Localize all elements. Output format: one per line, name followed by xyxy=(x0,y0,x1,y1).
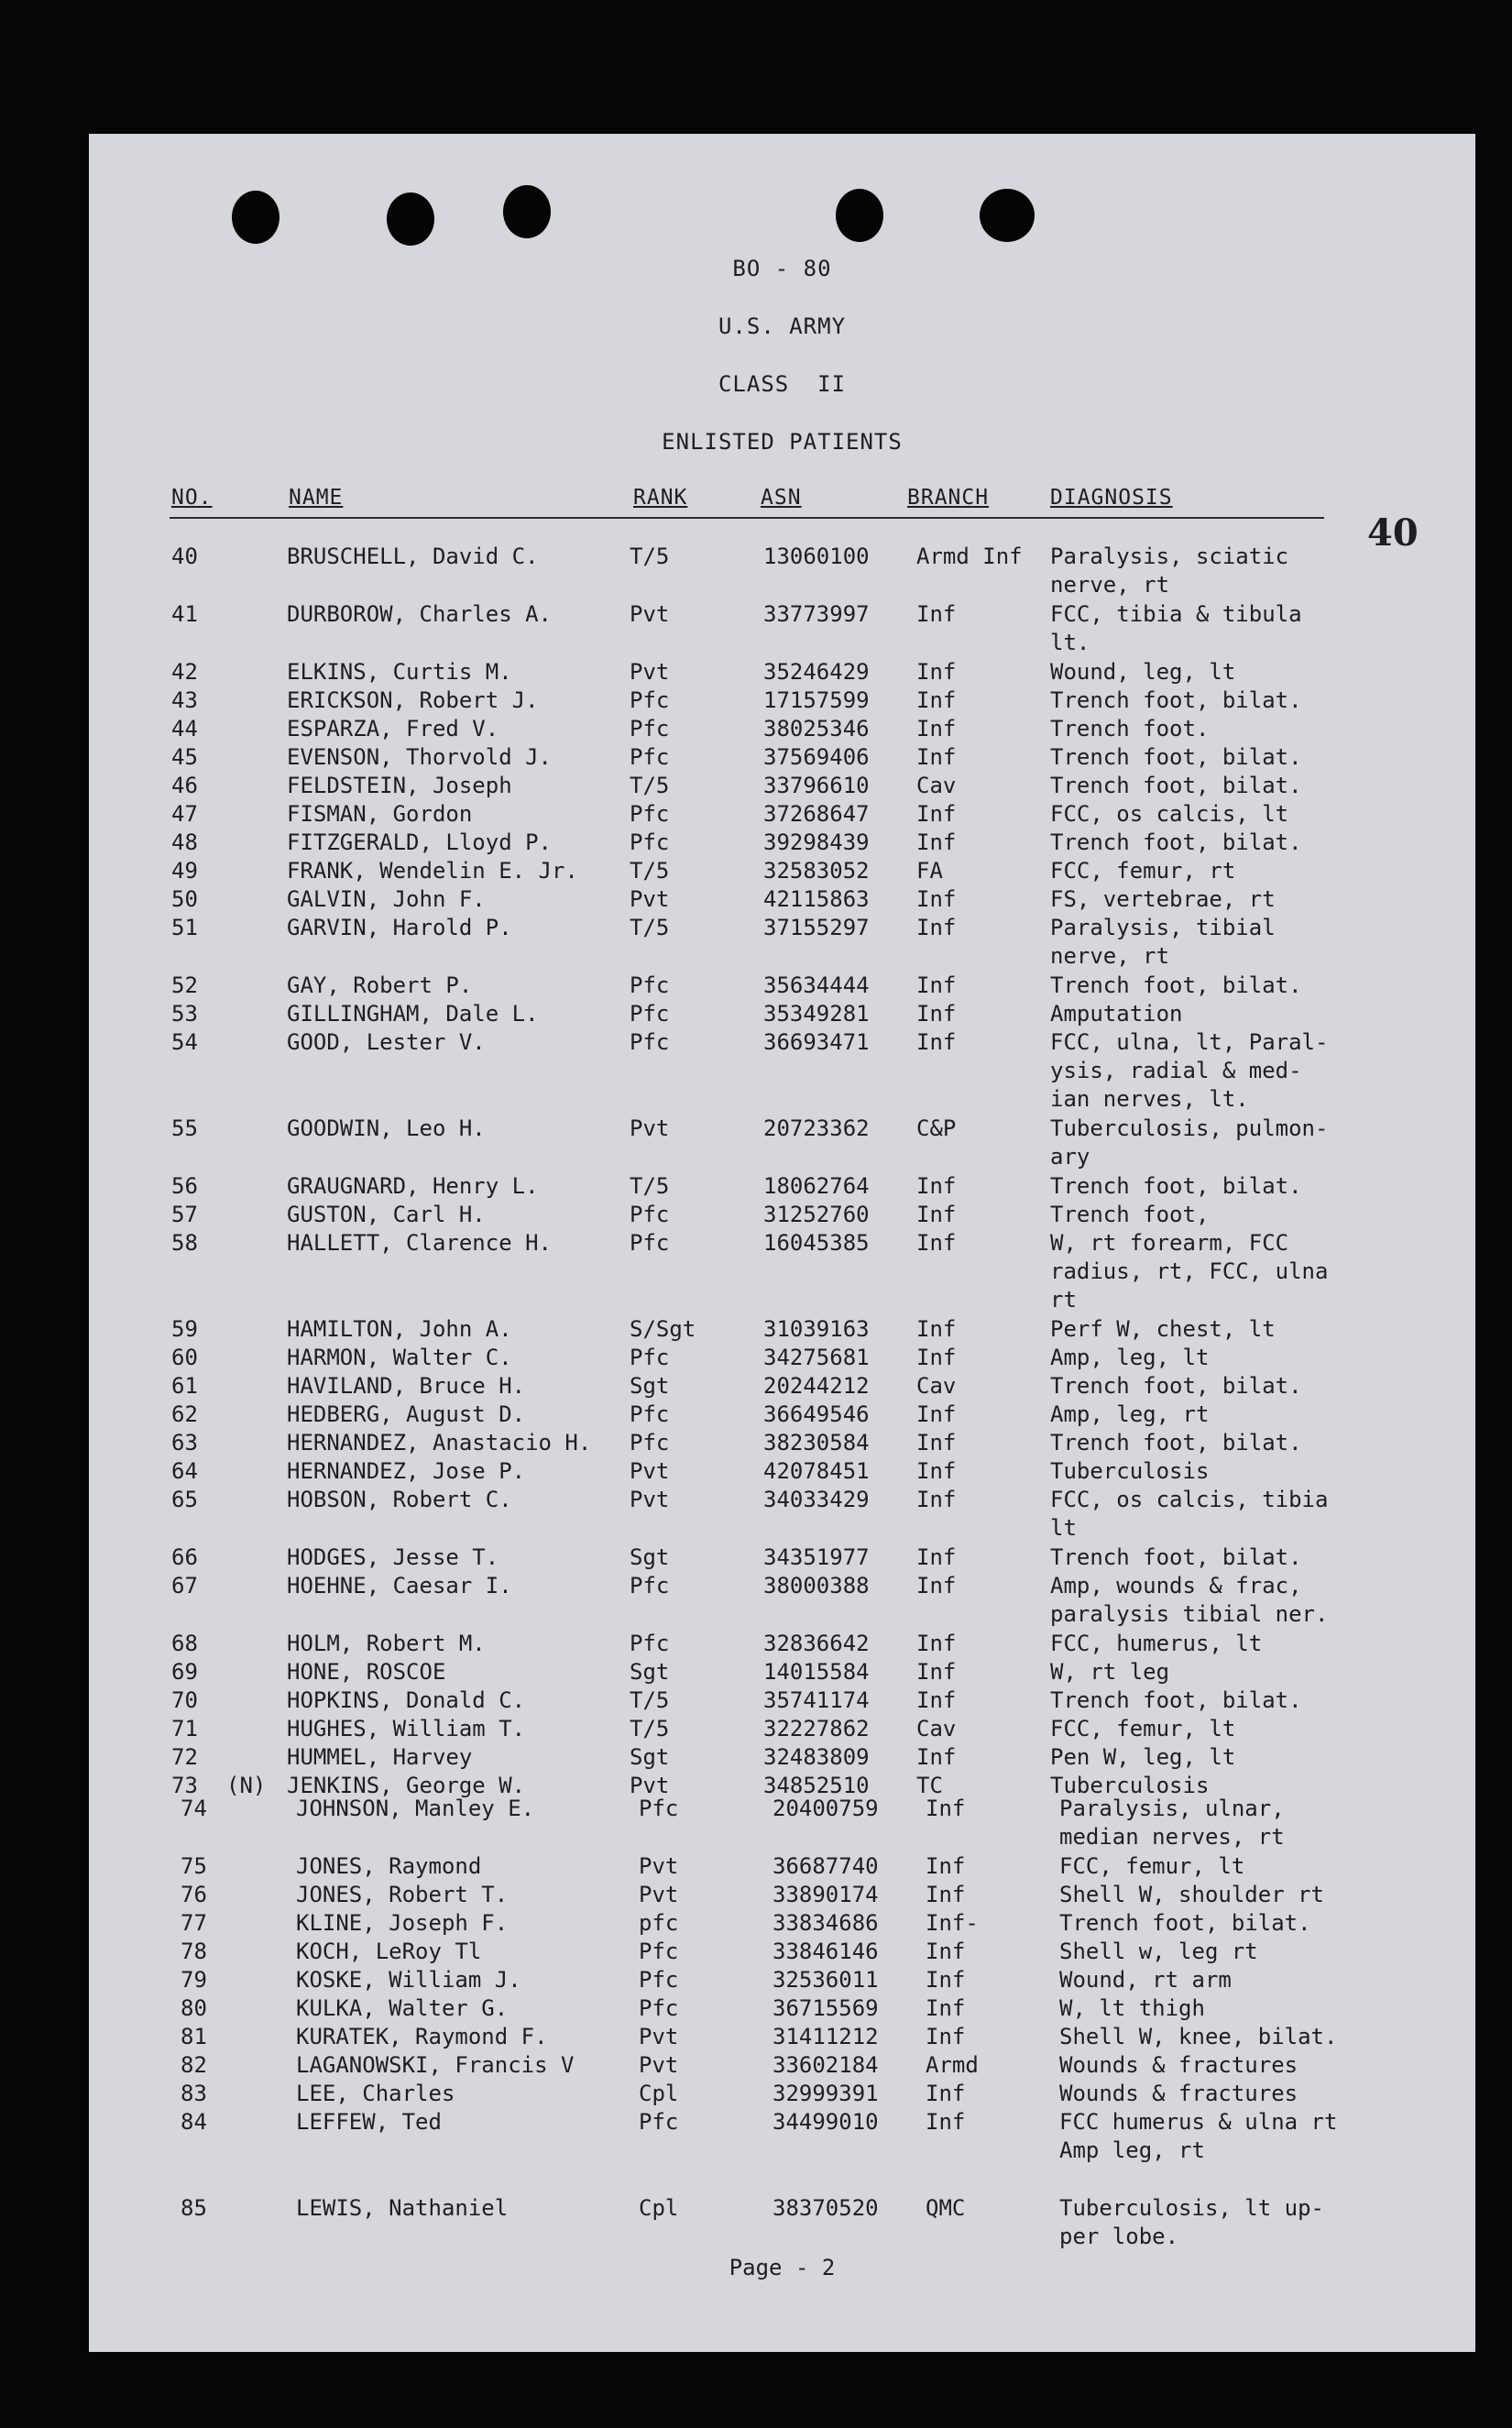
row-number: 42 xyxy=(171,659,198,685)
patient-diagnosis: FCC, femur, lt xyxy=(1059,1853,1245,1879)
patient-name: GUSTON, Carl H. xyxy=(287,1202,486,1227)
patient-asn: 34499010 xyxy=(772,2109,879,2135)
patient-asn: 32836642 xyxy=(763,1631,870,1656)
patient-name: LEWIS, Nathaniel xyxy=(296,2195,509,2221)
patient-diagnosis: Trench foot, bilat. xyxy=(1050,1687,1302,1713)
column-header-no: NO. xyxy=(171,486,213,510)
patient-rank: Pfc xyxy=(639,1995,679,2021)
patient-name: GAY, Robert P. xyxy=(287,972,473,998)
patient-diagnosis: Wounds & fractures xyxy=(1059,2052,1298,2078)
patient-diagnosis: Shell W, shoulder rt xyxy=(1059,1882,1324,1907)
patient-branch: Inf xyxy=(916,1544,957,1570)
row-number: 57 xyxy=(171,1202,198,1227)
row-number: 67 xyxy=(171,1573,198,1599)
row-number: 50 xyxy=(171,886,198,912)
row-number: 48 xyxy=(171,829,198,855)
patient-branch: C&P xyxy=(916,1115,957,1141)
row-note: (N) xyxy=(226,1773,267,1798)
patient-name: HERNANDEZ, Jose P. xyxy=(287,1458,526,1484)
patient-rank: Sgt xyxy=(630,1373,670,1399)
patient-name: FELDSTEIN, Joseph xyxy=(287,773,512,798)
column-header-rank: RANK xyxy=(633,486,688,510)
patient-name: KULKA, Walter G. xyxy=(296,1995,509,2021)
row-number: 71 xyxy=(171,1716,198,1741)
patient-branch: Inf xyxy=(916,601,957,627)
patient-branch: Inf xyxy=(926,2109,966,2135)
patient-asn: 31411212 xyxy=(772,2024,879,2049)
patient-asn: 38000388 xyxy=(763,1573,870,1599)
patient-branch: Inf xyxy=(916,1029,957,1055)
patient-asn: 38025346 xyxy=(763,716,870,742)
patient-asn: 33602184 xyxy=(772,2052,879,2078)
patient-name: LEFFEW, Ted xyxy=(296,2109,442,2135)
patient-diagnosis: Trench foot, bilat. xyxy=(1050,1373,1302,1399)
patient-rank: T/5 xyxy=(630,1173,670,1199)
patient-asn: 33834686 xyxy=(772,1910,879,1936)
patient-asn: 35634444 xyxy=(763,972,870,998)
patient-asn: 20400759 xyxy=(772,1796,879,1821)
patient-asn: 32999391 xyxy=(772,2081,879,2106)
patient-rank: T/5 xyxy=(630,1716,670,1741)
row-number: 56 xyxy=(171,1173,198,1199)
patient-branch: Inf xyxy=(916,1316,957,1342)
row-number: 55 xyxy=(171,1115,198,1141)
patient-asn: 13060100 xyxy=(763,544,870,569)
row-number: 69 xyxy=(171,1659,198,1685)
document-page xyxy=(89,134,1475,2352)
patient-name: GALVIN, John F. xyxy=(287,886,486,912)
patient-branch: Inf xyxy=(916,1458,957,1484)
patient-name: FITZGERALD, Lloyd P. xyxy=(287,829,552,855)
row-number: 60 xyxy=(171,1345,198,1370)
row-number: 65 xyxy=(171,1487,198,1512)
patient-name: BRUSCHELL, David C. xyxy=(287,544,539,569)
patient-asn: 33846146 xyxy=(772,1939,879,1964)
patient-branch: Cav xyxy=(916,1716,957,1741)
row-number: 84 xyxy=(181,2109,207,2135)
patient-rank: T/5 xyxy=(630,773,670,798)
patient-name: JONES, Raymond xyxy=(296,1853,482,1879)
patient-diagnosis: Trench foot, bilat. xyxy=(1050,972,1302,998)
patient-rank: Pfc xyxy=(630,1001,670,1027)
patient-branch: Inf xyxy=(926,1995,966,2021)
patient-rank: Pvt xyxy=(630,1115,670,1141)
row-number: 45 xyxy=(171,744,198,770)
patient-diagnosis: FCC, femur, rt xyxy=(1050,858,1236,884)
patient-asn: 16045385 xyxy=(763,1230,870,1256)
patient-asn: 34351977 xyxy=(763,1544,870,1570)
patient-asn: 38370520 xyxy=(772,2195,879,2221)
patient-branch: Inf xyxy=(916,1430,957,1456)
row-number: 44 xyxy=(171,716,198,742)
page-footer: Page - 2 xyxy=(729,2255,836,2280)
patient-asn: 42078451 xyxy=(763,1458,870,1484)
patient-branch: Inf xyxy=(926,1882,966,1907)
patient-diagnosis: Wounds & fractures xyxy=(1059,2081,1298,2106)
patient-diagnosis: Shell w, leg rt xyxy=(1059,1939,1258,1964)
row-number: 75 xyxy=(181,1853,207,1879)
patient-branch: Inf xyxy=(916,1173,957,1199)
organization-title: U.S. ARMY xyxy=(718,313,847,339)
patient-rank: Pfc xyxy=(630,1430,670,1456)
patient-asn: 18062764 xyxy=(763,1173,870,1199)
patient-diagnosis: Paralysis, sciatic nerve, rt xyxy=(1050,544,1289,598)
row-number: 58 xyxy=(171,1230,198,1256)
patient-name: KLINE, Joseph F. xyxy=(296,1910,509,1936)
class-title: CLASS II xyxy=(718,371,847,397)
patient-diagnosis: Trench foot, bilat. xyxy=(1050,744,1302,770)
patient-asn: 32227862 xyxy=(763,1716,870,1741)
patient-rank: Pfc xyxy=(630,716,670,742)
patient-rank: Pfc xyxy=(630,687,670,713)
patient-branch: Inf xyxy=(916,744,957,770)
patient-asn: 37155297 xyxy=(763,915,870,940)
patient-name: DURBOROW, Charles A. xyxy=(287,601,552,627)
patient-rank: Pfc xyxy=(630,1401,670,1427)
patient-branch: Inf xyxy=(926,2024,966,2049)
patient-diagnosis: FCC, os calcis, tibia lt xyxy=(1050,1487,1329,1541)
patient-diagnosis: Trench foot, bilat. xyxy=(1050,687,1302,713)
patient-name: EVENSON, Thorvold J. xyxy=(287,744,552,770)
patient-name: HERNANDEZ, Anastacio H. xyxy=(287,1430,592,1456)
patient-diagnosis: Trench foot, bilat. xyxy=(1059,1910,1311,1936)
patient-name: HUMMEL, Harvey xyxy=(287,1744,473,1770)
patient-branch: Inf xyxy=(916,1659,957,1685)
patient-name: HOBSON, Robert C. xyxy=(287,1487,512,1512)
patient-diagnosis: W, rt forearm, FCC radius, rt, FCC, ulna rt xyxy=(1050,1230,1329,1313)
row-number: 41 xyxy=(171,601,198,627)
patient-rank: Pfc xyxy=(639,1939,679,1964)
patient-branch: Inf xyxy=(916,716,957,742)
patient-diagnosis: FCC humerus & ulna rt Amp leg, rt xyxy=(1059,2109,1338,2163)
patient-name: HAVILAND, Bruce H. xyxy=(287,1373,526,1399)
row-number: 59 xyxy=(171,1316,198,1342)
row-number: 63 xyxy=(171,1430,198,1456)
patient-rank: Pvt xyxy=(639,1853,679,1879)
patient-diagnosis: FCC, os calcis, lt xyxy=(1050,801,1289,827)
patient-branch: Armd xyxy=(926,2052,979,2078)
patient-diagnosis: Pen W, leg, lt xyxy=(1050,1744,1236,1770)
patient-asn: 34275681 xyxy=(763,1345,870,1370)
patient-branch: Inf xyxy=(916,972,957,998)
row-number: 73 xyxy=(171,1773,198,1798)
patient-rank: Sgt xyxy=(630,1659,670,1685)
patient-name: HALLETT, Clarence H. xyxy=(287,1230,552,1256)
patient-rank: Pfc xyxy=(639,1967,679,1993)
patient-rank: T/5 xyxy=(630,544,670,569)
row-number: 49 xyxy=(171,858,198,884)
patient-name: ESPARZA, Fred V. xyxy=(287,716,499,742)
patient-name: HAMILTON, John A. xyxy=(287,1316,512,1342)
document-code: BO - 80 xyxy=(732,256,832,281)
patient-diagnosis: W, lt thigh xyxy=(1059,1995,1205,2021)
patient-rank: Pfc xyxy=(630,1573,670,1599)
patient-rank: Pvt xyxy=(639,2052,679,2078)
row-number: 64 xyxy=(171,1458,198,1484)
patient-asn: 31039163 xyxy=(763,1316,870,1342)
row-number: 40 xyxy=(171,544,198,569)
patient-branch: Inf xyxy=(916,1401,957,1427)
patient-rank: Cpl xyxy=(639,2081,679,2106)
patient-asn: 33890174 xyxy=(772,1882,879,1907)
row-number: 46 xyxy=(171,773,198,798)
patient-diagnosis: W, rt leg xyxy=(1050,1659,1170,1685)
patient-name: HOEHNE, Caesar I. xyxy=(287,1573,512,1599)
patient-name: ELKINS, Curtis M. xyxy=(287,659,512,685)
patient-branch: Inf xyxy=(916,1573,957,1599)
patient-asn: 42115863 xyxy=(763,886,870,912)
patient-branch: Inf xyxy=(916,1744,957,1770)
patient-name: JOHNSON, Manley E. xyxy=(296,1796,535,1821)
patient-diagnosis: FCC, humerus, lt xyxy=(1050,1631,1263,1656)
patient-branch: FA xyxy=(916,858,943,884)
patient-diagnosis: FCC, ulna, lt, Paral- ysis, radial & med- ian nerves, lt. xyxy=(1050,1029,1329,1112)
patient-asn: 34033429 xyxy=(763,1487,870,1512)
patient-diagnosis: Amp, leg, lt xyxy=(1050,1345,1210,1370)
patient-diagnosis: Amputation xyxy=(1050,1001,1183,1027)
patient-diagnosis: FCC, tibia & tibula lt. xyxy=(1050,601,1302,655)
patient-branch: Inf xyxy=(916,659,957,685)
binder-hole xyxy=(836,189,883,242)
patient-rank: Pfc xyxy=(630,972,670,998)
patient-branch: Inf xyxy=(916,1631,957,1656)
patient-rank: Pvt xyxy=(630,659,670,685)
patient-name: LEE, Charles xyxy=(296,2081,455,2106)
patient-name: KOSKE, William J. xyxy=(296,1967,521,1993)
patient-name: FISMAN, Gordon xyxy=(287,801,473,827)
patient-name: HEDBERG, August D. xyxy=(287,1401,526,1427)
patient-rank: Pvt xyxy=(630,601,670,627)
patient-diagnosis: Trench foot, bilat. xyxy=(1050,829,1302,855)
patient-branch: Inf- xyxy=(926,1910,979,1936)
patient-asn: 36715569 xyxy=(772,1995,879,2021)
patient-branch: Inf xyxy=(926,1939,966,1964)
patient-branch: Inf xyxy=(926,1967,966,1993)
patient-name: GARVIN, Harold P. xyxy=(287,915,512,940)
patient-rank: S/Sgt xyxy=(630,1316,696,1342)
patient-asn: 20244212 xyxy=(763,1373,870,1399)
binder-hole xyxy=(503,185,551,238)
patient-diagnosis: Trench foot, bilat. xyxy=(1050,1544,1302,1570)
patient-branch: Inf xyxy=(926,2081,966,2106)
row-number: 83 xyxy=(181,2081,207,2106)
row-number: 70 xyxy=(171,1687,198,1713)
row-number: 81 xyxy=(181,2024,207,2049)
column-header-branch: BRANCH xyxy=(907,486,990,510)
patient-asn: 32483809 xyxy=(763,1744,870,1770)
patient-diagnosis: Trench foot. xyxy=(1050,716,1210,742)
patient-branch: Inf xyxy=(916,915,957,940)
row-number: 79 xyxy=(181,1967,207,1993)
row-number: 61 xyxy=(171,1373,198,1399)
patient-rank: Pvt xyxy=(630,886,670,912)
patient-asn: 35246429 xyxy=(763,659,870,685)
patient-name: HARMON, Walter C. xyxy=(287,1345,512,1370)
row-number: 76 xyxy=(181,1882,207,1907)
patient-asn: 34852510 xyxy=(763,1773,870,1798)
patient-rank: T/5 xyxy=(630,858,670,884)
patient-diagnosis: Tuberculosis, lt up- per lobe. xyxy=(1059,2195,1324,2249)
patient-name: JONES, Robert T. xyxy=(296,1882,509,1907)
patient-asn: 33796610 xyxy=(763,773,870,798)
patient-diagnosis: Tuberculosis xyxy=(1050,1458,1210,1484)
row-number: 47 xyxy=(171,801,198,827)
patient-rank: Sgt xyxy=(630,1544,670,1570)
patient-rank: Pfc xyxy=(639,1796,679,1821)
patient-rank: Pfc xyxy=(630,1631,670,1656)
patient-branch: Inf xyxy=(916,1487,957,1512)
patient-diagnosis: Trench foot, xyxy=(1050,1202,1210,1227)
row-number: 53 xyxy=(171,1001,198,1027)
patient-asn: 31252760 xyxy=(763,1202,870,1227)
patient-asn: 36687740 xyxy=(772,1853,879,1879)
patient-asn: 36693471 xyxy=(763,1029,870,1055)
row-number: 52 xyxy=(171,972,198,998)
patient-diagnosis: Trench foot, bilat. xyxy=(1050,1173,1302,1199)
patient-branch: Inf xyxy=(916,1001,957,1027)
patient-name: FRANK, Wendelin E. Jr. xyxy=(287,858,578,884)
patient-name: LAGANOWSKI, Francis V xyxy=(296,2052,575,2078)
patient-rank: Pfc xyxy=(630,1029,670,1055)
patient-branch: Cav xyxy=(916,773,957,798)
header-rule xyxy=(170,517,1324,519)
patient-rank: Pfc xyxy=(630,829,670,855)
patient-asn: 32583052 xyxy=(763,858,870,884)
patient-asn: 39298439 xyxy=(763,829,870,855)
patient-rank: Pfc xyxy=(630,1345,670,1370)
row-number: 85 xyxy=(181,2195,207,2221)
patient-diagnosis: Trench foot, bilat. xyxy=(1050,773,1302,798)
group-title: ENLISTED PATIENTS xyxy=(662,429,903,455)
patient-diagnosis: Trench foot, bilat. xyxy=(1050,1430,1302,1456)
patient-branch: TC xyxy=(916,1773,943,1798)
patient-rank: Pvt xyxy=(639,1882,679,1907)
patient-branch: Inf xyxy=(916,829,957,855)
patient-rank: Pfc xyxy=(630,744,670,770)
column-header-diagnosis: DIAGNOSIS xyxy=(1050,486,1173,510)
patient-branch: Inf xyxy=(926,1796,966,1821)
patient-branch: Cav xyxy=(916,1373,957,1399)
patient-diagnosis: Amp, wounds & frac, paralysis tibial ner. xyxy=(1050,1573,1329,1627)
patient-name: HODGES, Jesse T. xyxy=(287,1544,499,1570)
row-number: 62 xyxy=(171,1401,198,1427)
row-number: 43 xyxy=(171,687,198,713)
patient-diagnosis: Perf W, chest, lt xyxy=(1050,1316,1276,1342)
patient-branch: Inf xyxy=(916,1202,957,1227)
patient-diagnosis: FCC, femur, lt xyxy=(1050,1716,1236,1741)
row-number: 72 xyxy=(171,1744,198,1770)
patient-name: HONE, ROSCOE xyxy=(287,1659,446,1685)
patient-rank: Pvt xyxy=(639,2024,679,2049)
row-number: 82 xyxy=(181,2052,207,2078)
patient-asn: 38230584 xyxy=(763,1430,870,1456)
row-number: 66 xyxy=(171,1544,198,1570)
patient-rank: Pfc xyxy=(630,801,670,827)
patient-name: KOCH, LeRoy Tl xyxy=(296,1939,482,1964)
patient-name: HOLM, Robert M. xyxy=(287,1631,486,1656)
patient-diagnosis: Wound, leg, lt xyxy=(1050,659,1236,685)
patient-name: GRAUGNARD, Henry L. xyxy=(287,1173,539,1199)
patient-name: JENKINS, George W. xyxy=(287,1773,526,1798)
row-number: 80 xyxy=(181,1995,207,2021)
patient-diagnosis: Tuberculosis xyxy=(1050,1773,1210,1798)
patient-rank: Pfc xyxy=(630,1230,670,1256)
patient-diagnosis: Wound, rt arm xyxy=(1059,1967,1232,1993)
row-number: 68 xyxy=(171,1631,198,1656)
patient-asn: 33773997 xyxy=(763,601,870,627)
patient-branch: Inf xyxy=(916,801,957,827)
patient-branch: Armd Inf xyxy=(916,544,1023,569)
row-number: 54 xyxy=(171,1029,198,1055)
patient-diagnosis: Paralysis, ulnar, median nerves, rt xyxy=(1059,1796,1285,1850)
row-number: 77 xyxy=(181,1910,207,1936)
patient-branch: Inf xyxy=(916,1345,957,1370)
patient-rank: Pvt xyxy=(630,1487,670,1512)
binder-hole xyxy=(232,191,279,244)
patient-asn: 17157599 xyxy=(763,687,870,713)
patient-name: HUGHES, William T. xyxy=(287,1716,526,1741)
patient-diagnosis: Paralysis, tibial nerve, rt xyxy=(1050,915,1276,969)
patient-name: HOPKINS, Donald C. xyxy=(287,1687,526,1713)
patient-branch: Inf xyxy=(916,687,957,713)
patient-asn: 37268647 xyxy=(763,801,870,827)
patient-diagnosis: FS, vertebrae, rt xyxy=(1050,886,1276,912)
patient-name: GILLINGHAM, Dale L. xyxy=(287,1001,539,1027)
page-number-mark: 40 xyxy=(1367,511,1419,555)
patient-name: GOOD, Lester V. xyxy=(287,1029,486,1055)
column-header-asn: ASN xyxy=(761,486,802,510)
patient-branch: QMC xyxy=(926,2195,966,2221)
patient-asn: 20723362 xyxy=(763,1115,870,1141)
patient-asn: 35349281 xyxy=(763,1001,870,1027)
binder-hole xyxy=(387,192,434,246)
patient-asn: 14015584 xyxy=(763,1659,870,1685)
patient-branch: Inf xyxy=(916,1687,957,1713)
row-number: 78 xyxy=(181,1939,207,1964)
patient-rank: pfc xyxy=(639,1910,679,1936)
patient-diagnosis: Tuberculosis, pulmon- ary xyxy=(1050,1115,1329,1170)
row-number: 51 xyxy=(171,915,198,940)
patient-rank: Pfc xyxy=(639,2109,679,2135)
patient-rank: T/5 xyxy=(630,915,670,940)
row-number: 74 xyxy=(181,1796,207,1821)
patient-asn: 32536011 xyxy=(772,1967,879,1993)
patient-asn: 37569406 xyxy=(763,744,870,770)
binder-hole xyxy=(980,189,1035,242)
patient-branch: Inf xyxy=(926,1853,966,1879)
patient-rank: Sgt xyxy=(630,1744,670,1770)
patient-diagnosis: Shell W, knee, bilat. xyxy=(1059,2024,1338,2049)
patient-diagnosis: Amp, leg, rt xyxy=(1050,1401,1210,1427)
patient-name: GOODWIN, Leo H. xyxy=(287,1115,486,1141)
patient-asn: 36649546 xyxy=(763,1401,870,1427)
patient-name: ERICKSON, Robert J. xyxy=(287,687,539,713)
patient-branch: Inf xyxy=(916,886,957,912)
patient-rank: T/5 xyxy=(630,1687,670,1713)
patient-branch: Inf xyxy=(916,1230,957,1256)
patient-name: KURATEK, Raymond F. xyxy=(296,2024,548,2049)
patient-rank: Cpl xyxy=(639,2195,679,2221)
patient-rank: Pvt xyxy=(630,1773,670,1798)
patient-asn: 35741174 xyxy=(763,1687,870,1713)
patient-rank: Pfc xyxy=(630,1202,670,1227)
patient-rank: Pvt xyxy=(630,1458,670,1484)
column-header-name: NAME xyxy=(289,486,344,510)
